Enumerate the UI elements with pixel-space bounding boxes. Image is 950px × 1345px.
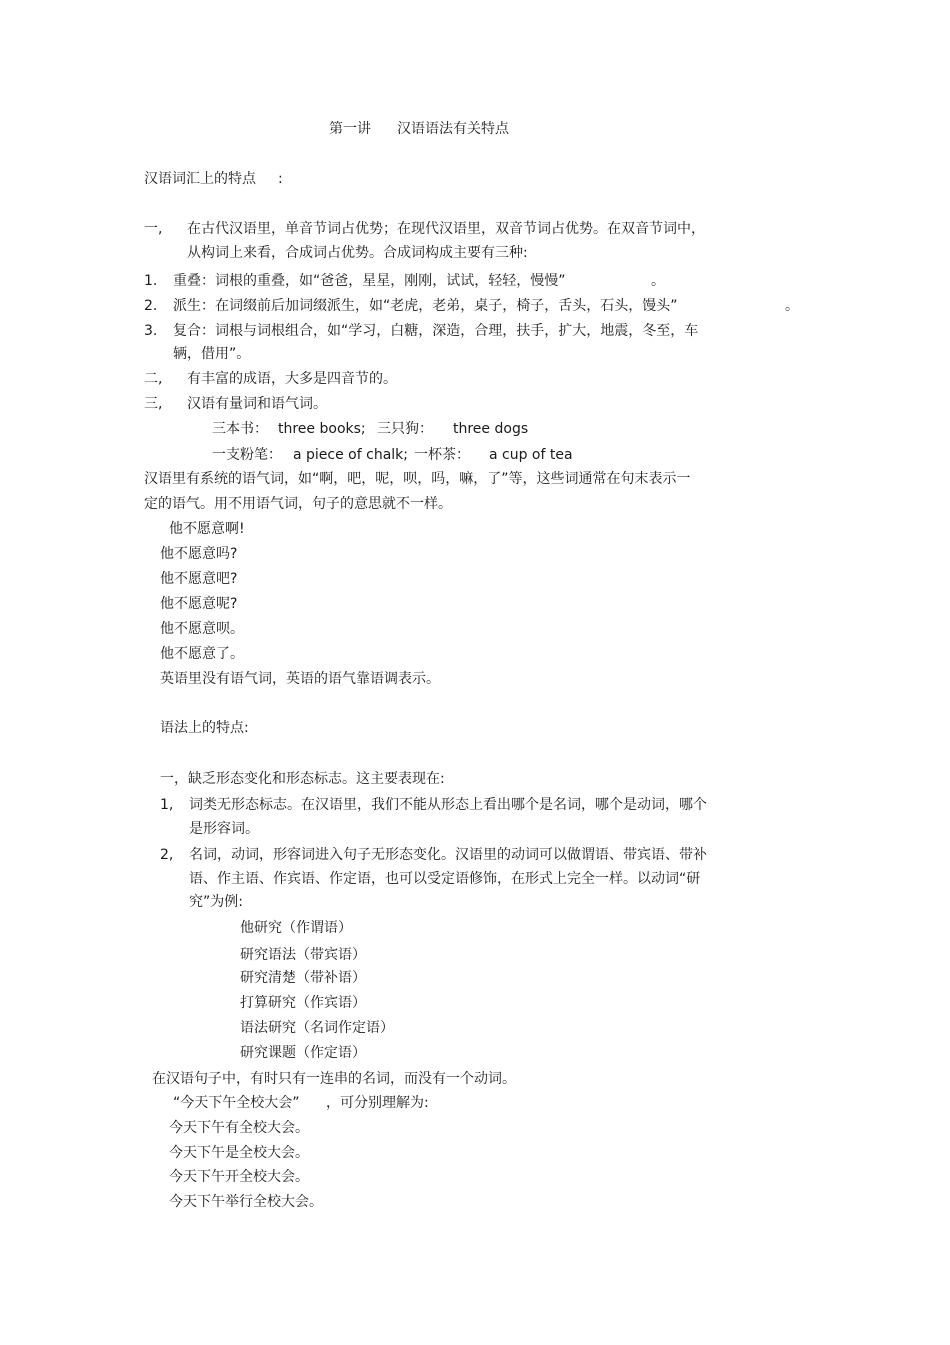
- verb-example-5: 语法研究（名词作定语）: [240, 1020, 394, 1036]
- example-2-zh2: 一杯茶：: [414, 447, 470, 463]
- grammar-item-1-number: 1,: [160, 797, 174, 813]
- noun-sentence-quote-rest: ，可分别理解为:: [326, 1095, 429, 1111]
- interpretation-1: 今天下午有全校大会。: [169, 1120, 309, 1136]
- item-3-number: 3.: [144, 323, 158, 339]
- sentence-4: 他不愿意呢?: [160, 596, 238, 612]
- point-one-line1: 在古代汉语里，单音节词占优势；在现代汉语里，双音节词占优势。在双音节词中，: [187, 221, 705, 237]
- grammar-item-2-line1: 名词，动词，形容词进入句子无形态变化。汉语里的动词可以做谓语、带宾语、带补: [189, 847, 707, 863]
- item-1-end: 。: [651, 273, 665, 289]
- interpretation-2: 今天下午是全校大会。: [169, 1145, 309, 1161]
- grammar-item-2-number: 2,: [160, 847, 174, 863]
- example-2-en2: a cup of tea: [489, 447, 573, 463]
- interpretation-4: 今天下午举行全校大会。: [169, 1194, 323, 1210]
- example-1-en2: three dogs: [453, 421, 529, 437]
- example-2-zh1: 一支粉笔：: [212, 447, 282, 463]
- grammar-item-2-line3: 究”为例:: [189, 894, 243, 910]
- sentence-5: 他不愿意呗。: [160, 621, 244, 637]
- grammar-point-one: 一，缺乏形态变化和形态标志。这主要表现在:: [160, 771, 445, 787]
- grammar-heading: 语法上的特点:: [160, 720, 249, 736]
- verb-example-3: 研究清楚（带补语）: [240, 970, 366, 986]
- verb-example-4: 打算研究（作宾语）: [240, 995, 366, 1011]
- point-two-number: 二,: [144, 371, 163, 387]
- noun-sentence-quote: “今天下午全校大会”: [173, 1095, 300, 1111]
- example-2-en1: a piece of chalk;: [293, 447, 408, 463]
- item-2-end: 。: [785, 298, 799, 314]
- title-topic: 汉语语法有关特点: [397, 121, 509, 137]
- example-1-zh1: 三本书：: [212, 421, 268, 437]
- point-three-number: 三,: [144, 396, 163, 412]
- sentence-6: 他不愿意了。: [160, 646, 244, 662]
- interpretation-3: 今天下午开全校大会。: [169, 1169, 309, 1185]
- item-3-line2: 辆，借用”。: [173, 346, 251, 362]
- vocab-heading: 汉语词汇上的特点: [144, 171, 256, 187]
- english-intonation-note: 英语里没有语气词，英语的语气靠语调表示。: [160, 671, 440, 687]
- grammar-item-1-line1: 词类无形态标志。在汉语里，我们不能从形态上看出哪个是名词，哪个是动词，哪个: [189, 797, 707, 813]
- grammar-item-1-line2: 是形容词。: [189, 821, 259, 837]
- verb-example-6: 研究课题（作定语）: [240, 1045, 366, 1061]
- grammar-item-2-line2: 语、作主语、作宾语、作定语，也可以受定语修饰，在形式上完全一样。以动词“研: [189, 871, 701, 887]
- point-one-number: 一,: [144, 221, 163, 237]
- verb-example-2: 研究语法（带宾语）: [240, 947, 366, 963]
- item-3-text: 复合：词根与词根组合，如“学习，白糖，深造，合理，扶手，扩大，地震，冬至，车: [173, 323, 699, 339]
- particles-line1: 汉语里有系统的语气词，如“啊，吧，呢，呗，吗，嘛，了”等，这些词通常在句末表示一: [144, 471, 691, 487]
- particles-line2: 定的语气。用不用语气词，句子的意思就不一样。: [144, 496, 452, 512]
- item-2-number: 2.: [144, 298, 158, 314]
- noun-sentence-note: 在汉语句子中，有时只有一连串的名词，而没有一个动词。: [152, 1071, 516, 1087]
- item-1-text: 重叠：词根的重叠，如“爸爸，星星，刚刚，试试，轻轻，慢慢”: [173, 273, 566, 289]
- item-2-text: 派生：在词缀前后加词缀派生，如“老虎，老弟，桌子，椅子，舌头，石头，馒头”: [173, 298, 678, 314]
- point-two-text: 有丰富的成语，大多是四音节的。: [187, 371, 397, 387]
- example-1-zh2: 三只狗：: [377, 421, 433, 437]
- example-1-en1: three books;: [278, 421, 366, 437]
- point-one-line2: 从构词上来看，合成词占优势。合成词构成主要有三种:: [187, 245, 528, 261]
- sentence-2: 他不愿意吗?: [160, 546, 238, 562]
- title-lecture-number: 第一讲: [329, 121, 371, 137]
- sentence-3: 他不愿意吧?: [160, 571, 238, 587]
- verb-example-1: 他研究（作谓语）: [240, 920, 352, 936]
- vocab-heading-colon: :: [278, 171, 283, 187]
- point-three-text: 汉语有量词和语气词。: [187, 396, 327, 412]
- sentence-1: 他不愿意啊!: [169, 521, 245, 537]
- item-1-number: 1.: [144, 273, 158, 289]
